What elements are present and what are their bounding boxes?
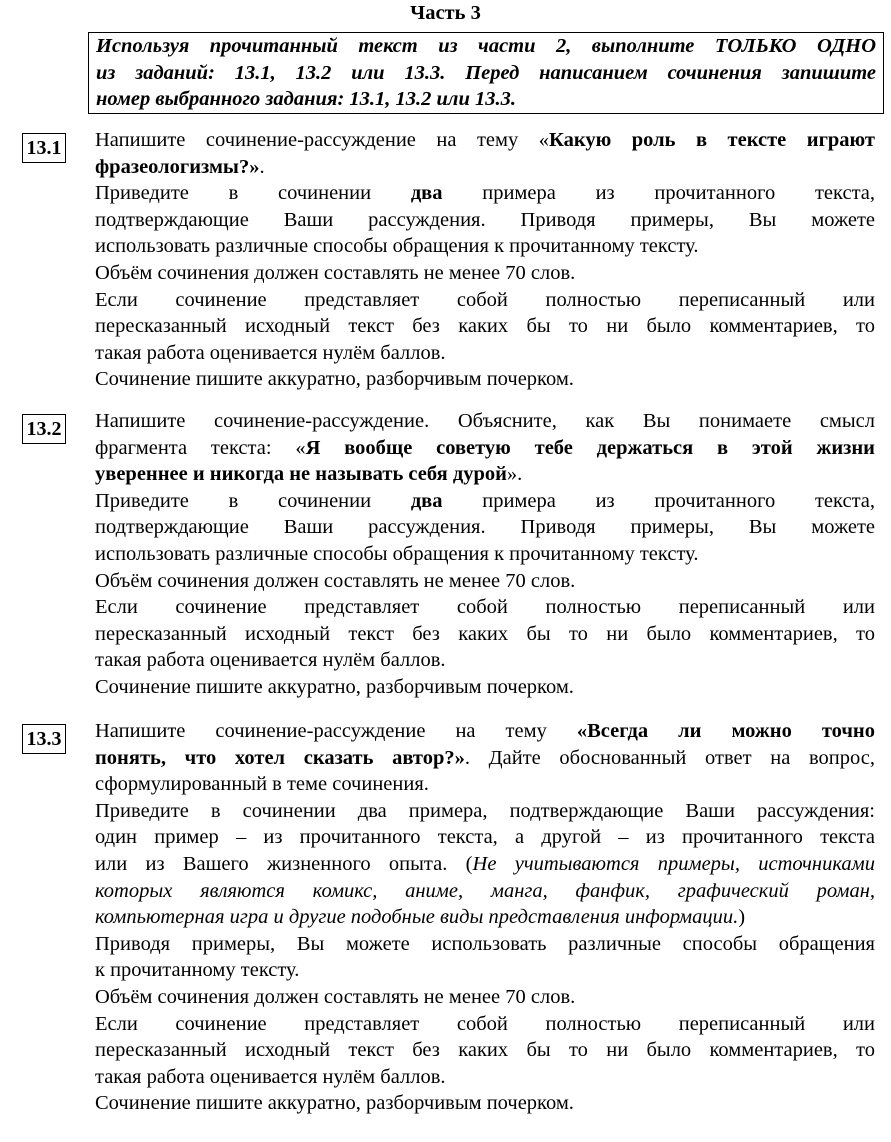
text-segment: использовать различные способы обращения к прочитанному тексту. — [95, 542, 699, 565]
part-title: Часть 3 — [410, 2, 481, 24]
text-line — [95, 461, 875, 488]
text-segment: подтверждающие Ваши рассуждения. Приводя примеры, Вы можете — [95, 516, 875, 539]
text-line — [95, 340, 875, 367]
text-segment: Сочинение пишите аккуратно, разборчивым почерком. — [95, 1092, 574, 1115]
text-line — [95, 488, 875, 515]
instruction-box — [88, 32, 884, 114]
text-line — [95, 287, 875, 314]
text-segment: Сочинение пишите аккуратно, разборчивым почерком. — [95, 368, 574, 391]
text-segment: Если сочинение представляет собой полностью переписанный или — [95, 596, 875, 619]
text-segment: подтверждающие Ваши рассуждения. Приводя примеры, Вы можете — [95, 208, 875, 231]
bold-text: фразеологизмы?» — [95, 155, 260, 178]
text-segment: Напишите сочинение-рассуждение. Объясните, как Вы понимаете смысл — [95, 410, 875, 432]
text-line — [95, 568, 875, 595]
text-line — [95, 904, 875, 931]
text-line — [95, 366, 875, 393]
text-line — [95, 647, 875, 674]
text-segment: Приведите в сочинении два примера, подтверждающие Ваши рассуждения: — [95, 799, 875, 822]
text-line — [95, 154, 875, 181]
text-segment: примера из прочитанного текста, — [442, 182, 875, 205]
text-segment: один пример – из прочитанного текста, а другой – из прочитанного текста — [95, 826, 875, 849]
text-line — [95, 127, 875, 154]
text-line — [95, 1011, 875, 1038]
task-text — [95, 408, 875, 701]
task-number-box: 13.3 — [22, 724, 66, 754]
text-line — [95, 745, 875, 772]
text-segment: Объём сочинения должен составлять не менее 70 слов. — [95, 261, 576, 284]
text-segment: такая работа оценивается нулём баллов. — [95, 341, 446, 364]
text-line — [95, 824, 875, 851]
italic-text: компьютерная игра и другие подобные виды представления информации. — [95, 906, 739, 929]
text-line — [95, 313, 875, 340]
text-line — [95, 851, 875, 878]
text-line — [95, 798, 875, 825]
text-segment: к прочитанному тексту. — [95, 959, 300, 982]
text-segment: Если сочинение представляет собой полностью переписанный или — [95, 1012, 875, 1035]
task-number-box: 13.2 — [22, 414, 66, 444]
text-line — [95, 878, 875, 905]
text-segment: Приводя примеры, Вы можете использовать различные способы обращения — [95, 932, 875, 955]
bold-text: два — [410, 489, 443, 512]
italic-text: Не учитываются примеры, источниками — [472, 852, 875, 875]
text-segment: Объём сочинения должен составлять не менее 70 слов. — [95, 569, 576, 592]
bold-text: «Всегда ли можно точно — [576, 720, 875, 742]
text-segment: Приведите в сочинении — [95, 489, 411, 512]
text-line — [95, 621, 875, 648]
text-line — [95, 674, 875, 701]
text-line — [95, 957, 875, 984]
text-segment: Напишите сочинение-рассуждение на тему — [95, 720, 577, 742]
bold-text: понять, что хотел сказать автор?» — [95, 746, 465, 769]
text-segment: Сочинение пишите аккуратно, разборчивым почерком. — [95, 675, 574, 698]
italic-text: которых являются комикс, аниме, манга, фанфик, графический роман, — [95, 879, 875, 902]
text-segment: сформулированный в теме сочинения. — [95, 773, 429, 796]
instruction-line: Используя прочитанный текст из части 2, выполните ТОЛЬКО ОДНО — [96, 35, 876, 57]
bold-text: увереннее и никогда не называть себя дурой — [95, 463, 507, 486]
text-line — [95, 435, 875, 462]
bold-text: два — [410, 182, 443, 205]
text-segment: такая работа оценивается нулём баллов. — [95, 649, 446, 672]
text-segment: Приведите в сочинении — [95, 182, 411, 205]
text-line — [95, 771, 875, 798]
task-text — [95, 127, 875, 393]
text-segment: Напишите сочинение-рассуждение на тему « — [95, 129, 549, 151]
text-line — [95, 233, 875, 260]
task-text — [95, 718, 875, 1117]
bold-text: Какую роль в тексте играют — [548, 129, 875, 151]
text-line — [95, 594, 875, 621]
text-segment: примера из прочитанного текста, — [442, 489, 875, 512]
text-line — [95, 718, 875, 745]
text-segment: . Дайте обоснованный ответ на вопрос, — [464, 746, 876, 769]
text-segment: Если сочинение представляет собой полностью переписанный или — [95, 288, 875, 311]
text-segment: . — [259, 155, 265, 178]
text-line — [95, 541, 875, 568]
text-line — [95, 1090, 875, 1117]
text-segment: пересказанный исходный текст без каких бы то ни было комментариев, то — [95, 1039, 875, 1062]
text-segment: ». — [506, 463, 523, 486]
text-segment: пересказанный исходный текст без каких бы то ни было комментариев, то — [95, 315, 875, 338]
instruction-line: номер выбранного задания: 13.1, 13.2 или 13.3. — [96, 88, 516, 111]
task-number-box: 13.1 — [22, 133, 66, 163]
text-segment: использовать различные способы обращения к прочитанному тексту. — [95, 235, 699, 258]
text-line — [95, 984, 875, 1011]
text-segment: пересказанный исходный текст без каких бы то ни было комментариев, то — [95, 622, 875, 645]
text-line — [95, 408, 875, 435]
bold-text: Я вообще советую тебе держаться в этой жизни — [305, 436, 875, 459]
text-line — [95, 514, 875, 541]
text-line — [95, 931, 875, 958]
text-segment: такая работа оценивается нулём баллов. — [95, 1065, 446, 1088]
text-segment: Объём сочинения должен составлять не менее 70 слов. — [95, 985, 576, 1008]
text-line — [95, 207, 875, 234]
text-line — [95, 180, 875, 207]
text-line — [95, 260, 875, 287]
text-segment: ) — [738, 906, 746, 929]
text-segment: фрагмента текста: « — [95, 436, 306, 459]
text-line — [95, 1037, 875, 1064]
instruction-line: из заданий: 13.1, 13.2 или 13.3. Перед написанием сочинения запишите — [96, 61, 876, 84]
text-segment: или из Вашего жизненного опыта. ( — [95, 852, 473, 875]
text-line — [95, 1064, 875, 1091]
